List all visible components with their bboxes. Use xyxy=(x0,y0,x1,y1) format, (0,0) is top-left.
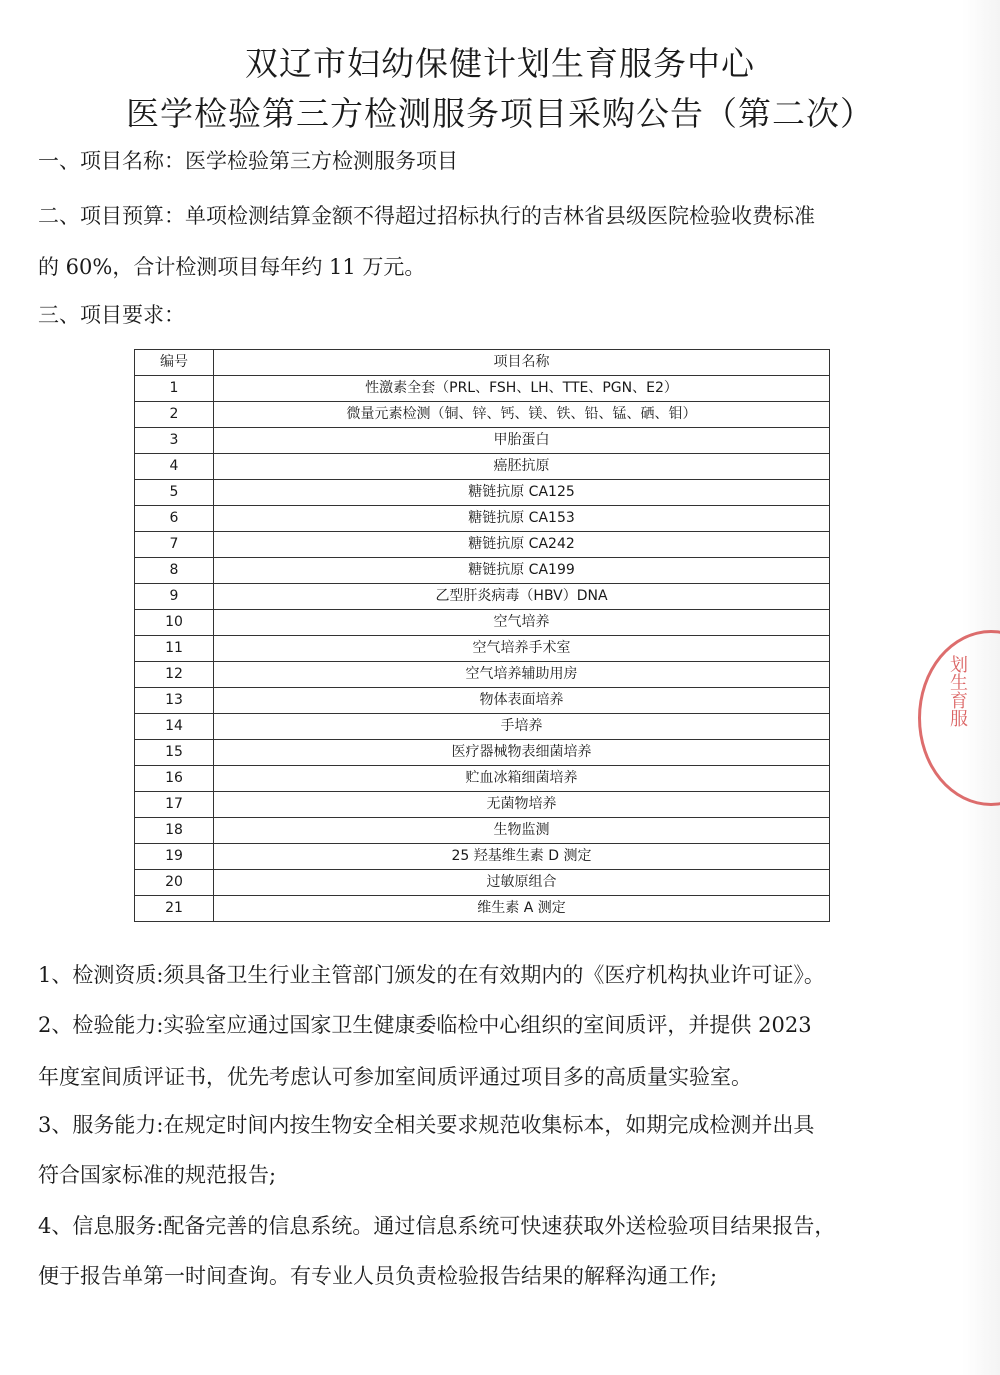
requirement-2-line-2: 年度室间质评证书，优先考虑认可参加室间质评通过项目多的高质量实验室。 xyxy=(38,1065,752,1089)
row-number: 4 xyxy=(135,454,214,480)
table-body xyxy=(135,376,830,922)
row-number: 1 xyxy=(135,376,214,402)
row-item-name: 无菌物培养 xyxy=(214,792,830,818)
table-row xyxy=(135,610,830,636)
section-requirements-heading: 三、项目要求： xyxy=(38,303,185,327)
table-row xyxy=(135,402,830,428)
row-number: 12 xyxy=(135,662,214,688)
row-number: 11 xyxy=(135,636,214,662)
row-item-name: 物体表面培养 xyxy=(214,688,830,714)
row-number: 14 xyxy=(135,714,214,740)
row-item-name: 糖链抗原 CA242 xyxy=(214,532,830,558)
table-row xyxy=(135,428,830,454)
row-number: 17 xyxy=(135,792,214,818)
table-row xyxy=(135,870,830,896)
table-row xyxy=(135,532,830,558)
table-row xyxy=(135,896,830,922)
table-row xyxy=(135,662,830,688)
section-budget-line-2: 的 60%，合计检测项目每年约 11 万元。 xyxy=(38,255,426,279)
row-number: 3 xyxy=(135,428,214,454)
row-item-name: 糖链抗原 CA153 xyxy=(214,506,830,532)
row-number: 15 xyxy=(135,740,214,766)
table-row xyxy=(135,454,830,480)
row-number: 9 xyxy=(135,584,214,610)
row-item-name: 乙型肝炎病毒（HBV）DNA xyxy=(214,584,830,610)
seal-text: 划生育服 xyxy=(947,655,968,727)
row-number: 8 xyxy=(135,558,214,584)
row-item-name: 25 羟基维生素 D 测定 xyxy=(214,844,830,870)
row-item-name: 糖链抗原 CA125 xyxy=(214,480,830,506)
table-row xyxy=(135,688,830,714)
row-item-name: 生物监测 xyxy=(214,818,830,844)
requirement-1: 1、检测资质:须具备卫生行业主管部门颁发的在有效期内的《医疗机构执业许可证》。 xyxy=(38,963,825,987)
requirement-3-line-1: 3、服务能力:在规定时间内按生物安全相关要求规范收集标本，如期完成检测并出具 xyxy=(38,1113,815,1137)
section-budget-line-1: 二、项目预算：单项检测结算金额不得超过招标执行的吉林省县级医院检验收费标准 xyxy=(38,204,815,228)
table-row xyxy=(135,480,830,506)
row-number: 16 xyxy=(135,766,214,792)
row-item-name: 手培养 xyxy=(214,714,830,740)
table-row xyxy=(135,376,830,402)
table-row xyxy=(135,818,830,844)
title-line-2: 医学检验第三方检测服务项目采购公告（第二次） xyxy=(126,94,874,133)
row-item-name: 医疗器械物表细菌培养 xyxy=(214,740,830,766)
table-row xyxy=(135,792,830,818)
table-header-row xyxy=(135,350,830,376)
row-number: 21 xyxy=(135,896,214,922)
table-row xyxy=(135,844,830,870)
requirement-4-line-2: 便于报告单第一时间查询。有专业人员负责检验报告结果的解释沟通工作; xyxy=(38,1264,718,1288)
row-item-name: 空气培养辅助用房 xyxy=(214,662,830,688)
test-items-table xyxy=(134,349,830,922)
row-item-name: 空气培养手术室 xyxy=(214,636,830,662)
row-item-name: 过敏原组合 xyxy=(214,870,830,896)
row-number: 13 xyxy=(135,688,214,714)
requirement-4-line-1: 4、信息服务:配备完善的信息系统。通过信息系统可快速获取外送检验项目结果报告， xyxy=(38,1214,836,1238)
row-item-name: 贮血冰箱细菌培养 xyxy=(214,766,830,792)
table-row xyxy=(135,714,830,740)
section-project-name: 一、项目名称：医学检验第三方检测服务项目 xyxy=(38,149,458,173)
row-item-name: 微量元素检测（铜、锌、钙、镁、铁、铅、锰、硒、钼） xyxy=(214,402,830,428)
row-number: 20 xyxy=(135,870,214,896)
row-number: 6 xyxy=(135,506,214,532)
row-number: 18 xyxy=(135,818,214,844)
table-row xyxy=(135,558,830,584)
title-line-1: 双辽市妇幼保健计划生育服务中心 xyxy=(245,44,755,83)
row-item-name: 性激素全套（PRL、FSH、LH、TTE、PGN、E2） xyxy=(214,376,830,402)
header-item-name: 项目名称 xyxy=(214,350,830,376)
table-row xyxy=(135,584,830,610)
row-number: 5 xyxy=(135,480,214,506)
header-number: 编号 xyxy=(135,350,214,376)
table-row xyxy=(135,636,830,662)
row-item-name: 维生素 A 测定 xyxy=(214,896,830,922)
row-item-name: 糖链抗原 CA199 xyxy=(214,558,830,584)
row-item-name: 甲胎蛋白 xyxy=(214,428,830,454)
table-row xyxy=(135,766,830,792)
row-number: 10 xyxy=(135,610,214,636)
requirement-3-line-2: 符合国家标准的规范报告; xyxy=(38,1163,277,1187)
row-item-name: 空气培养 xyxy=(214,610,830,636)
table-row xyxy=(135,740,830,766)
requirement-2-line-1: 2、检验能力:实验室应通过国家卫生健康委临检中心组织的室间质评，并提供 2023 xyxy=(38,1013,812,1037)
row-number: 7 xyxy=(135,532,214,558)
row-number: 2 xyxy=(135,402,214,428)
row-number: 19 xyxy=(135,844,214,870)
row-item-name: 癌胚抗原 xyxy=(214,454,830,480)
table-row xyxy=(135,506,830,532)
